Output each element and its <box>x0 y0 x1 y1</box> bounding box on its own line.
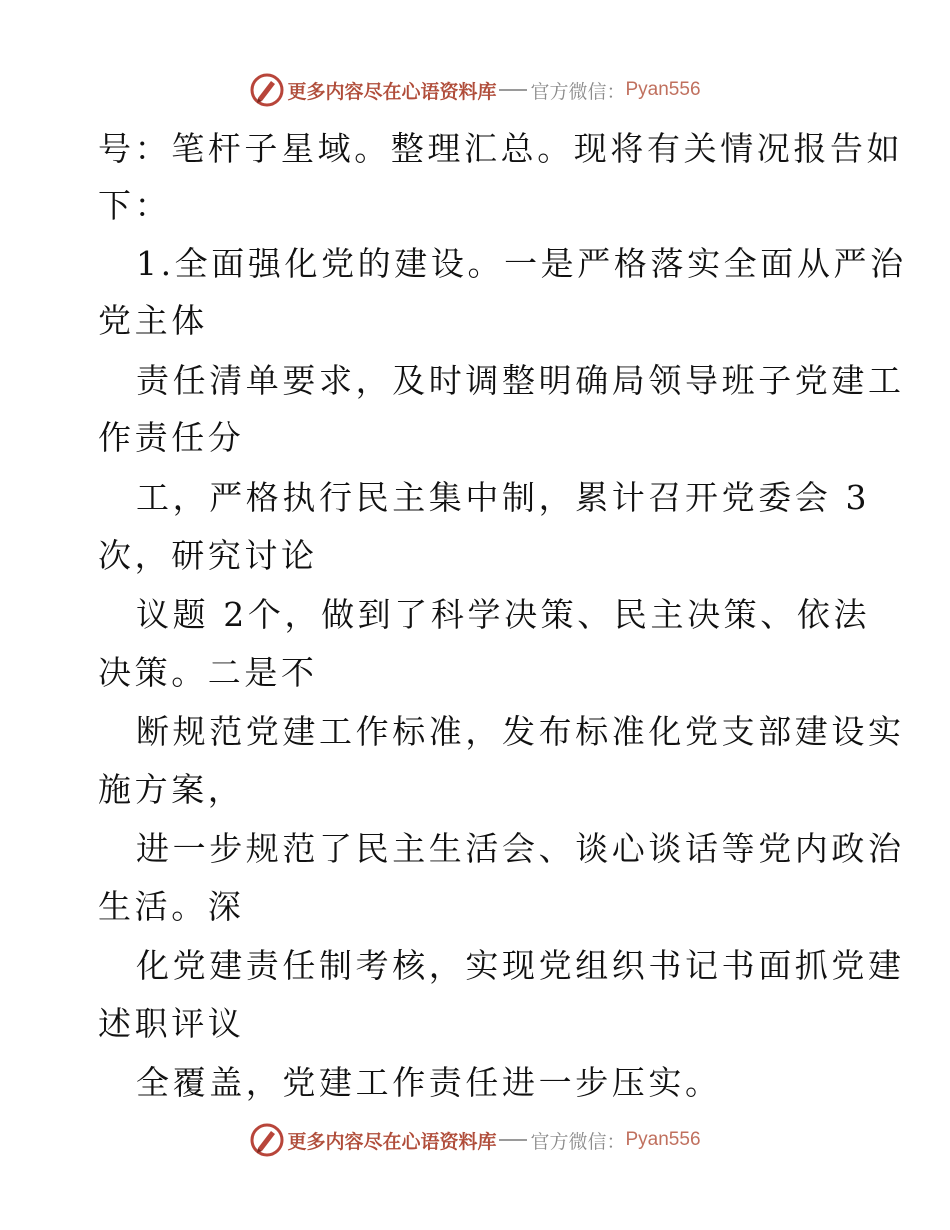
header-wechat-id: Pyan556 <box>625 79 701 100</box>
body-line-9: 议题 2个，做到了科学决策、民主决策、依法 <box>136 595 871 634</box>
body-line-5: 责任清单要求，及时调整明确局领导班子党建工 <box>136 361 905 400</box>
footer-dash <box>499 1139 527 1141</box>
body-line-12: 施方案， <box>98 770 245 809</box>
footer-wechat-id: Pyan556 <box>625 1129 701 1150</box>
body-line-7: 工，严格执行民主集中制，累计召开党委会 3 <box>136 478 871 517</box>
footer-brand-text: 更多内容尽在心语资料库 <box>287 1130 497 1153</box>
brand-logo-icon <box>249 1122 285 1158</box>
body-line-17: 全覆盖，党建工作责任进一步压实。 <box>136 1063 722 1102</box>
body-line-16: 述职评议 <box>98 1004 245 1043</box>
body-line-3: 1.全面强化党的建设。一是严格落实全面从严治 <box>136 244 907 283</box>
body-line-15: 化党建责任制考核，实现党组织书记书面抓党建 <box>136 946 905 985</box>
body-line-8: 次，研究讨论 <box>98 536 318 575</box>
body-line-6: 作责任分 <box>98 418 245 457</box>
footer-banner <box>0 1120 950 1160</box>
body-line-11: 断规范党建工作标准，发布标准化党支部建设实 <box>136 712 905 751</box>
body-line-14: 生活。深 <box>98 887 245 926</box>
body-line-10: 决策。二是不 <box>98 653 318 692</box>
body-line-4: 党主体 <box>98 301 208 340</box>
body-line-13: 进一步规范了民主生活会、谈心谈话等党内政治 <box>136 829 905 868</box>
header-brand-text: 更多内容尽在心语资料库 <box>287 80 497 103</box>
footer-wechat-label: 官方微信： <box>530 1130 626 1153</box>
body-line-1: 号：笔杆子星域。整理汇总。现将有关情况报告如 <box>98 129 904 168</box>
body-line-2: 下： <box>98 186 172 225</box>
header-wechat-label: 官方微信： <box>530 80 626 103</box>
